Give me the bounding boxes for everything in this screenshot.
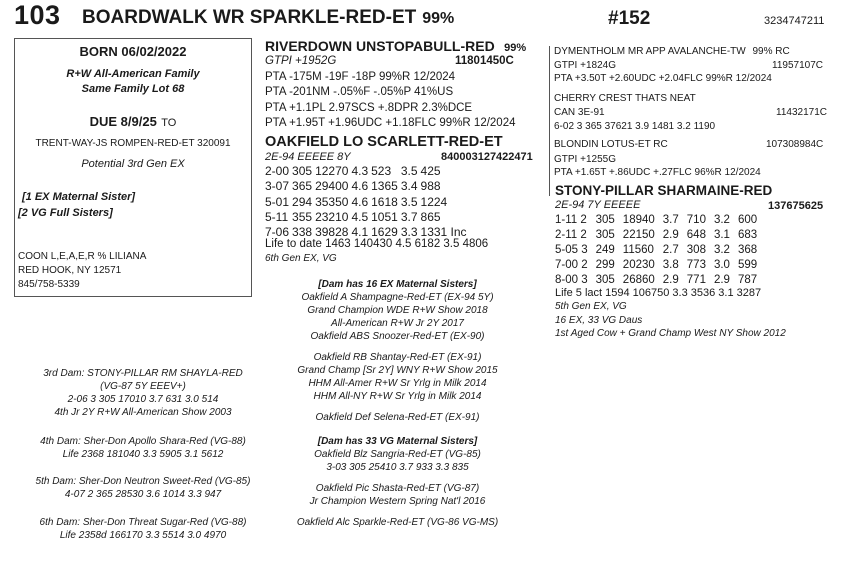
dam-record-cell: 305 (292, 164, 313, 178)
dd-gen: 5th Gen EX, VG (555, 301, 627, 312)
sire-pta-3: PTA +1.1PL 2.97SCS +.8DPR 2.3%DCE (265, 101, 473, 114)
dam-record-row (265, 164, 470, 179)
sire-name-line (265, 38, 526, 56)
dam-record-cell: 29400 (315, 179, 349, 194)
dd-record-cell: 20230 (622, 259, 655, 271)
third-dam-block (18, 367, 268, 419)
sd-id: 11432171C (776, 107, 827, 118)
sire-pta-1: PTA -175M -19F -18P 99%R 12/2024 (265, 71, 456, 83)
dd-record-cell: 11560 (622, 244, 654, 256)
dam-record-cell: 294 (292, 194, 313, 209)
dam-record-cell: 523 (371, 164, 392, 178)
dam-record-cell: 3.4 (400, 179, 418, 194)
sixth-dam: 6th Dam: Sher-Don Threat Sugar-Red (VG-88) (39, 517, 247, 528)
dd-record-cell: 3.8 (662, 259, 679, 271)
ss-line (554, 46, 790, 57)
dam-life: Life to date 1463 140430 4.5 6182 3.5 4806 (265, 238, 489, 250)
ex-line-9: Oakfield Def Selena-Red-ET (EX-91) (315, 412, 480, 423)
dd-class: 2E-94 7Y EEEEE (555, 199, 641, 211)
dd-record-cell: 771 (686, 274, 706, 286)
dd-record-cell: 308 (686, 244, 706, 256)
dd-record-row (555, 273, 765, 288)
sixth-dam-block (18, 516, 268, 542)
barcode-number: 3234747211 (764, 15, 825, 27)
ex-line-4: Oakfield ABS Snoozer-Red-ET (EX-90) (310, 331, 485, 342)
dam-record-cell: 3-07 (265, 179, 290, 194)
ss-id: 11957107C (772, 60, 823, 71)
info-box (14, 38, 252, 297)
family-line: R+W All-American Family (66, 68, 200, 80)
ex-line-8: HHM All-NY R+W Sr Yrlg in Milk 2014 (313, 391, 482, 402)
dam-record-cell: 5-01 (265, 194, 290, 209)
dam-id: 840003127422471 (441, 151, 533, 163)
dd-record-cell: 683 (737, 229, 758, 241)
dd-record-cell: 2.9 (662, 274, 679, 286)
dd-record-row (555, 258, 765, 273)
dd-record-cell: 305 (595, 229, 615, 241)
dam-record-cell: 3.5 (400, 164, 418, 178)
sire-gtpi: GTPI +1952G (265, 55, 337, 67)
dam-record-cell: 5-11 (265, 209, 289, 224)
dd-record-cell: 18940 (622, 214, 655, 226)
born-date: BORN 06/02/2022 (79, 44, 187, 59)
animal-pct: 99% (422, 10, 455, 27)
vg-line-2: 3-03 305 25410 3.7 933 3.3 835 (326, 462, 469, 473)
dam-record-cell: 4.3 (351, 164, 369, 178)
ex-line-6: Grand Champ [Sr 2Y] WNY R+W Show 2015 (297, 365, 498, 376)
dam-record-cell: 4.6 (351, 179, 369, 194)
dd-record-row (555, 228, 765, 243)
dam-record-cell: 4.6 (351, 194, 369, 209)
dd-record-cell: 368 (737, 244, 758, 256)
maternal-sister: [1 EX Maternal Sister] (22, 191, 136, 203)
dd-record-row (555, 243, 765, 258)
third-class: (VG-87 5Y EEEV+) (100, 381, 186, 392)
dam-record-cell: 2-00 (265, 164, 290, 178)
ds-pta: PTA +1.65T +.86UDC +.27FLC 96%R 12/2024 (554, 167, 761, 178)
third-dam: 3rd Dam: STONY-PILLAR RM SHAYLA-RED (43, 368, 243, 379)
dd-record-cell: 305 (595, 274, 615, 286)
dam-record-cell: 338 (292, 225, 313, 240)
dd-record-cell: 3.1 (713, 229, 730, 241)
sire-pta-2: PTA -201NM -.05%F -.05%P 41%US (265, 86, 454, 99)
dd-record-cell: 3.2 (713, 244, 730, 256)
ss-pct: 99% RC (752, 46, 790, 57)
fifth-dam: 5th Dam: Sher-Don Neutron Sweet-Red (VG-85) (35, 476, 251, 487)
sire-pta-block (265, 70, 516, 131)
dd-life: Life 5 lact 1594 106750 3.3 3536 3.1 3287 (555, 287, 762, 299)
ex-header: [Dam has 16 EX Maternal Sisters] (318, 279, 477, 290)
dd-record-cell: 299 (595, 259, 615, 271)
dd-record-cell: 1-11 2 (555, 214, 587, 226)
ex-line-1: Oakfield A Shampagne-Red-ET (EX-94 5Y) (301, 292, 494, 303)
dam-record-cell: 4.1 (351, 225, 369, 240)
dd-record-cell: 3.7 (662, 214, 679, 226)
dam-record-cell: 355 (292, 209, 313, 224)
fourth-dam: 4th Dam: Sher-Don Apollo Shara-Red (VG-88) (40, 436, 246, 447)
vg-line-3: Oakfield Pic Shasta-Red-ET (VG-87) (315, 483, 480, 494)
dam-record-cell: 23210 (315, 209, 349, 224)
ds-id: 107308984C (766, 139, 824, 150)
dd-record-cell: 3.2 (713, 214, 730, 226)
ex-line-3: All-American R+W Jr 2Y 2017 (331, 318, 464, 329)
dd-record-cell: 600 (737, 214, 758, 226)
dam-record-cell: 3.7 (400, 209, 418, 224)
animal-name (82, 7, 454, 29)
dd-show: 1st Aged Cow + Grand Champ West NY Show 2012 (555, 328, 786, 339)
vg-sisters-block (285, 435, 510, 529)
dd-record-cell: 648 (686, 229, 706, 241)
dd-record-cell: 2-11 2 (555, 229, 587, 241)
ss-gtpi: GTPI +1824G (554, 60, 616, 71)
fourth-life: Life 2368 181040 3.3 5905 3.1 5612 (62, 449, 224, 460)
dd-record-cell: 7-00 2 (555, 259, 588, 271)
dam-gen: 6th Gen EX, VG (265, 253, 337, 264)
ss-name: DYMENTHOLM MR APP AVALANCHE-TW (554, 46, 746, 57)
ex-line-7: HHM All-Amer R+W Sr Yrlg in Milk 2014 (308, 378, 487, 389)
dam-class: 2E-94 EEEEE 8Y (265, 151, 351, 163)
dd-record-cell: 22150 (622, 229, 655, 241)
pedigree-divider (549, 46, 550, 196)
dam-record-row (265, 195, 470, 210)
vg-line-1: Oakfield Blz Sangria-Red-ET (VG-85) (314, 449, 481, 460)
dd-record-cell: 249 (595, 244, 615, 256)
full-sisters: [2 VG Full Sisters] (18, 207, 113, 219)
due-to: TO (161, 117, 177, 129)
dam-record-cell: 4.5 (351, 209, 369, 224)
dd-record-row (555, 213, 765, 228)
dam-record-cell: 865 (420, 209, 441, 224)
dam-record-row (265, 179, 470, 194)
ex-line-5: Oakfield RB Shantay-Red-ET (EX-91) (313, 352, 482, 363)
dd-record-cell: 710 (686, 214, 706, 226)
registration-number: #152 (608, 8, 651, 29)
dd-record-cell: 2.7 (662, 244, 679, 256)
dam-record-cell: 12270 (315, 164, 349, 178)
third-show: 4th Jr 2Y R+W All-American Show 2003 (54, 407, 232, 418)
sire-id: 11801450C (455, 55, 514, 67)
dd-record-cell: 773 (686, 259, 706, 271)
vg-line-4: Jr Champion Western Spring Nat'l 2016 (309, 496, 486, 507)
sire-pct: 99% (504, 42, 527, 54)
dam-record-cell: 3.3 (400, 225, 418, 240)
fifth-record: 4-07 2 365 28530 3.6 1014 3.3 947 (64, 489, 222, 500)
dam-record-cell: 1618 (371, 194, 398, 209)
ex-sisters-block (285, 278, 510, 424)
vg-line-5: Oakfield Alc Sparkle-Red-ET (VG-86 VG-MS) (296, 517, 499, 528)
dam-record-row (265, 210, 470, 225)
dam-record-cell: 425 (420, 164, 441, 178)
ss-pta: PTA +3.50T +2.60UDC +2.04FLC 99%R 12/2024 (554, 73, 772, 84)
dam-record-cell: 1365 (371, 179, 398, 194)
dam-name: OAKFIELD LO SCARLETT-RED-ET (265, 134, 503, 150)
sd-record: 6-02 3 365 37621 3.9 1481 3.2 1190 (554, 121, 716, 132)
dd-record-cell: 3.0 (713, 259, 730, 271)
vg-header: [Dam has 33 VG Maternal Sisters] (317, 436, 478, 447)
sd-name: CHERRY CREST THATS NEAT (554, 93, 696, 104)
dam-record-cell: 365 (292, 179, 313, 194)
lot-number: 103 (14, 0, 61, 30)
dam-record-cell: 3.5 (400, 194, 418, 209)
sire-name: RIVERDOWN UNSTOPABULL-RED (265, 38, 495, 54)
ds-name: BLONDIN LOTUS-ET RC (554, 139, 668, 150)
sixth-life: Life 2358d 166170 3.3 5514 3.0 4970 (59, 530, 227, 541)
third-record: 2-06 3 305 17010 3.7 631 3.0 514 (67, 394, 219, 405)
service-sire: TRENT-WAY-JS ROMPEN-RED-ET 320091 (35, 138, 231, 149)
fifth-dam-block (18, 475, 268, 501)
due-line (15, 113, 251, 131)
dam-record-cell: 1629 (371, 225, 398, 240)
potential-gen: Potential 3rd Gen EX (81, 158, 185, 170)
consignor-phone: 845/758-5339 (18, 279, 80, 290)
dd-record-cell: 2.9 (662, 229, 679, 241)
ds-gtpi: GTPI +1255G (554, 154, 616, 165)
dd-name: STONY-PILLAR SHARMAINE-RED (555, 183, 773, 198)
dd-id: 137675625 (768, 200, 824, 212)
consignor-city: RED HOOK, NY 12571 (18, 265, 122, 276)
dam-record-cell: 35350 (315, 194, 349, 209)
consignor: COON L,E,A,E,R % LILIANA (18, 251, 147, 262)
dd-records-table (555, 213, 765, 288)
dd-record-cell: 8-00 3 (555, 274, 588, 286)
dam-record-cell: 7-06 (265, 225, 290, 240)
dd-record-cell: 5-05 3 (555, 244, 588, 256)
sd-class: CAN 3E-91 (554, 107, 605, 118)
dd-record-cell: 599 (737, 259, 758, 271)
dam-records-table (265, 164, 470, 240)
fourth-dam-block (18, 435, 268, 461)
sire-pta-4: PTA +1.95T +1.96UDC +1.18FLC 99%R 12/2024 (265, 116, 516, 129)
same-family-line: Same Family Lot 68 (81, 83, 185, 95)
dam-record-cell: 988 (420, 179, 441, 194)
dd-record-cell: 787 (737, 274, 758, 286)
dam-record-cell: 1051 (371, 209, 398, 224)
dd-daus: 16 EX, 33 VG Daus (555, 315, 643, 326)
dd-record-cell: 2.9 (713, 274, 730, 286)
dd-record-cell: 305 (595, 214, 615, 226)
dd-record-cell: 26860 (622, 274, 655, 286)
ex-line-2: Grand Champion WDE R+W Show 2018 (307, 305, 488, 316)
dam-record-cell: 39828 (315, 225, 349, 240)
animal-name-text: BOARDWALK WR SPARKLE-RED-ET (82, 7, 417, 28)
dam-record-cell: 1331 Inc (420, 225, 467, 240)
due-date: DUE 8/9/25 (89, 114, 157, 129)
dam-record-cell: 1224 (420, 194, 448, 209)
